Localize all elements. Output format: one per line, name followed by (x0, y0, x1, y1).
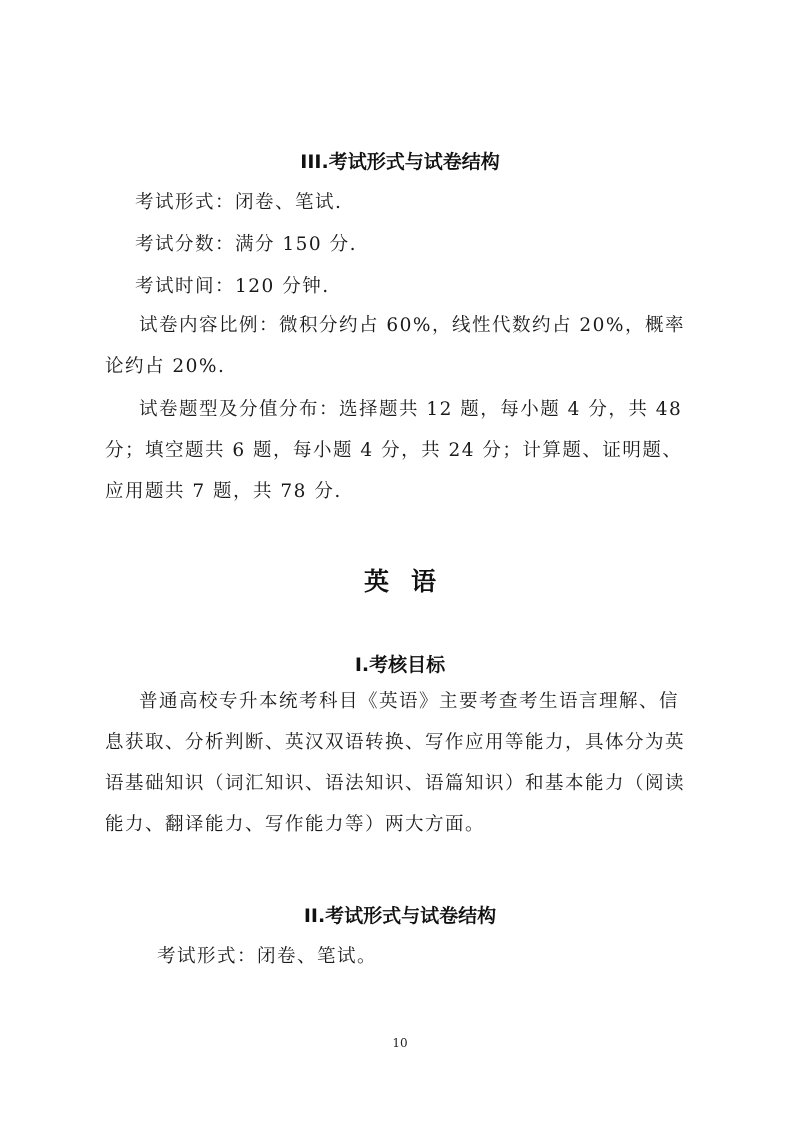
content-ratio-paragraph: 试卷内容比例：微积分约占 60%，线性代数约占 20%，概率论约占 20%. (105, 315, 686, 377)
exam-form-line: 考试形式：闭卷、笔试. (135, 192, 343, 213)
section-heading-exam-structure-english: II.考试形式与试卷结构 (303, 905, 497, 927)
english-exam-form-line: 考试形式：闭卷、笔试。 (157, 946, 378, 967)
exam-score-line: 考试分数：满分 150 分. (135, 234, 357, 255)
section-heading-exam-structure: III.考试形式与试卷结构 (300, 151, 500, 173)
page-number: 10 (392, 1036, 408, 1050)
objectives-paragraph: 普通高校专升本统考科目《英语》主要考查考生语言理解、信息获取、分析判断、英汉双语转换、写作应用等能力，具体分为英语基础知识（词汇知识、语法知识、语篇知识）和基本能力（阅读能力、翻译能力、写作能力等）两大方面。 (105, 691, 686, 835)
subject-title-english: 英语 (363, 567, 458, 596)
exam-time-line: 考试时间：120 分钟. (135, 276, 330, 297)
section-heading-objectives: I.考核目标 (354, 654, 446, 676)
question-types-paragraph: 试卷题型及分值分布：选择题共 12 题，每小题 4 分，共 48 分；填空题共 6 题，每小题 4 分，共 24 分；计算题、证明题、应用题共 7 题，共 78 分. (105, 399, 683, 502)
